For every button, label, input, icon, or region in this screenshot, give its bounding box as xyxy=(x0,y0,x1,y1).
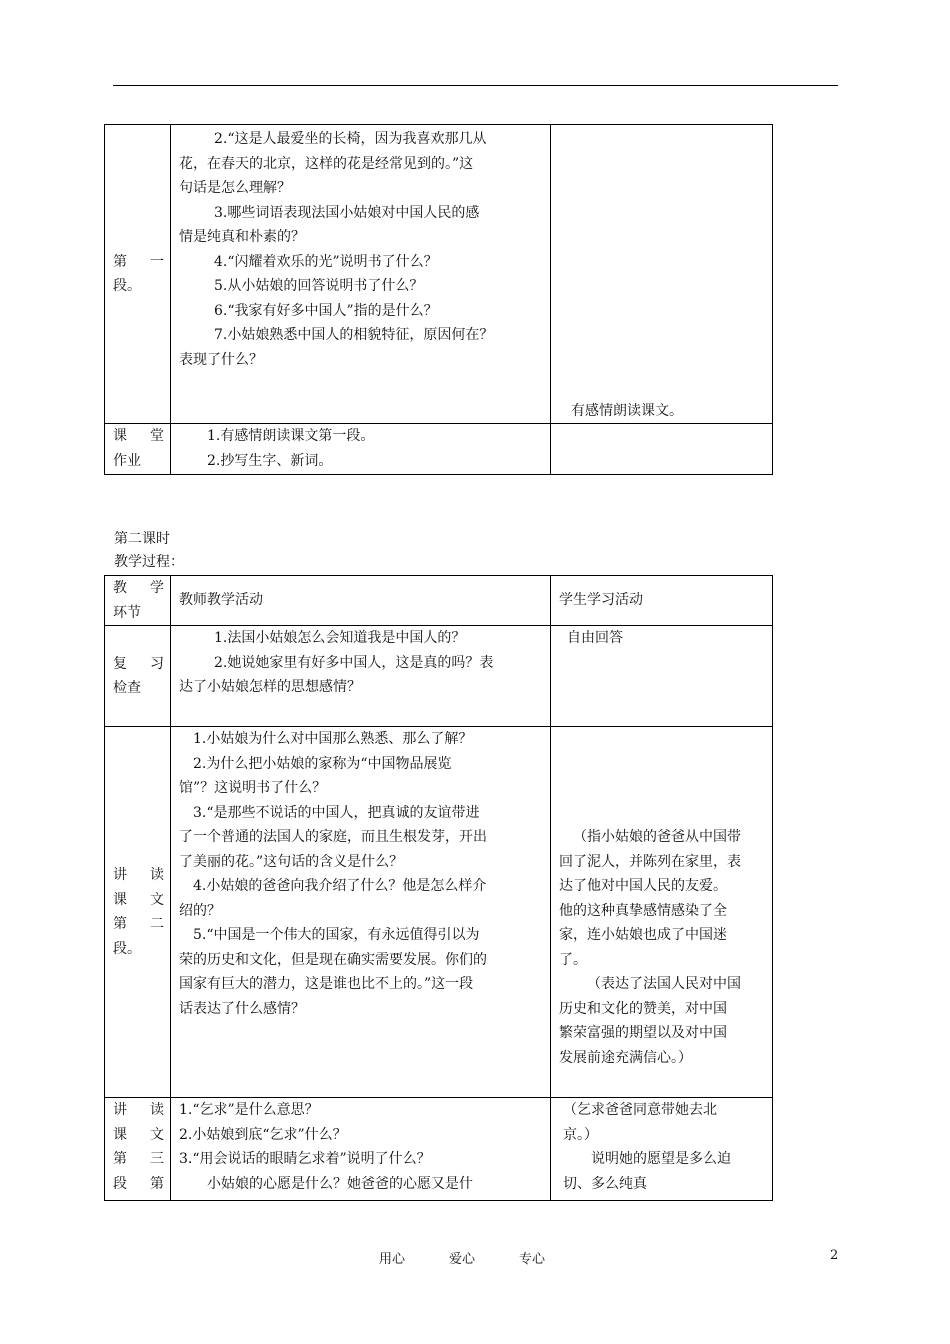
question-line: 5.“中国是一个伟大的国家，有永远值得引以为 xyxy=(193,927,480,943)
stage-header-line: 环节 xyxy=(113,604,141,621)
table-row xyxy=(105,125,773,424)
answer-line: 说明她的愿望是多么迫 xyxy=(591,1151,731,1167)
homework-line: 1.有感情朗读课文第一段。 xyxy=(207,428,375,444)
table-header-row xyxy=(105,576,773,626)
answer-line: 回了泥人，并陈列在家里，表 xyxy=(559,853,741,870)
answer-line: （表达了法国人民对中国 xyxy=(587,976,741,992)
question-line: 4.小姑娘的爸爸向我介绍了什么？他是怎么样介 xyxy=(193,878,487,894)
page-number: 2 xyxy=(830,1248,839,1263)
stage-label-line: 段。 xyxy=(113,278,141,294)
lesson-table-2 xyxy=(104,575,773,1201)
teacher-header-cell xyxy=(171,576,551,626)
teacher-header-text: 教师教学活动 xyxy=(179,592,263,609)
question-line: 3.“是那些不说话的中国人，把真诚的友谊带进 xyxy=(193,804,480,821)
stage-label-line: 段。 xyxy=(113,940,141,957)
answer-line: 历史和文化的赞美，对中国 xyxy=(559,1000,727,1017)
student-activity-text: 有感情朗读课文。 xyxy=(571,402,683,419)
section-subtitle: 教学过程： xyxy=(114,554,184,570)
question-line: 馆”？这说明书了什么？ xyxy=(179,780,327,796)
table-row xyxy=(105,626,773,727)
teacher-activity-cell xyxy=(171,1098,551,1201)
question-line: 2.“这是人最爱坐的长椅，因为我喜欢那几从 xyxy=(214,131,487,147)
question-line: 达了小姑娘怎样的思想感情？ xyxy=(179,679,361,695)
stage-label-line: 第 二 xyxy=(113,916,164,932)
answer-line: 繁荣富强的期望以及对中国 xyxy=(559,1025,727,1041)
question-line: 2.小姑娘到底“乞求”什么？ xyxy=(179,1126,347,1143)
student-activity-cell xyxy=(551,1098,773,1201)
table-row xyxy=(105,1098,773,1201)
answer-line: 京。） xyxy=(563,1126,598,1143)
footer-slogan-word: 爱心 xyxy=(449,1252,476,1267)
stage-cell xyxy=(105,125,171,424)
student-header-text: 学生学习活动 xyxy=(559,592,643,609)
footer-slogan xyxy=(379,1248,589,1267)
lesson-table-1 xyxy=(104,124,773,475)
question-line: 4.“闪耀着欢乐的光”说明书了什么？ xyxy=(214,253,438,270)
teacher-activity-cell xyxy=(171,424,551,475)
stage-label-line: 第 三 xyxy=(113,1151,164,1167)
table-row xyxy=(105,727,773,1098)
question-line: 5.从小姑娘的回答说明书了什么？ xyxy=(214,278,424,294)
question-line: 2.为什么把小姑娘的家称为“中国物品展览 xyxy=(193,755,452,772)
teacher-activity-cell xyxy=(171,727,551,1098)
stage-label-line: 第 一 xyxy=(113,253,164,270)
question-line: 绍的？ xyxy=(179,902,221,919)
stage-label-line: 讲 读 xyxy=(113,1102,164,1118)
stage-label-line: 复 习 xyxy=(113,655,164,672)
stage-cell xyxy=(105,727,171,1098)
question-line: 1.法国小姑娘怎么会知道我是中国人的？ xyxy=(214,630,466,646)
header-rule xyxy=(113,85,838,86)
student-header-cell xyxy=(551,576,773,626)
question-line: 表现了什么？ xyxy=(179,351,263,368)
stage-label-line: 作业 xyxy=(113,452,141,469)
stage-label-line: 课 文 xyxy=(113,891,164,908)
question-line: 1.“乞求”是什么意思？ xyxy=(179,1102,319,1118)
question-line: 3.“用会说话的眼睛乞求着”说明了什么？ xyxy=(179,1151,431,1167)
table-row xyxy=(105,424,773,475)
question-line: 花，在春天的北京，这样的花是经常见到的。”这 xyxy=(179,155,474,172)
question-line: 荣的历史和文化，但是现在确实需要发展。你们的 xyxy=(179,951,487,968)
question-line: 国家有巨大的潜力，这是谁也比不上的。”这一段 xyxy=(179,976,474,992)
answer-line: 发展前途充满信心。） xyxy=(559,1049,692,1066)
teacher-activity-cell xyxy=(171,125,551,424)
question-line: 了一个普通的法国人的家庭，而且生根发芽，开出 xyxy=(179,829,487,845)
stage-header-line: 教 学 xyxy=(113,580,164,596)
question-line: 2.她说她家里有好多中国人，这是真的吗？表 xyxy=(214,654,494,671)
answer-line: 了。 xyxy=(559,951,587,968)
stage-header-cell xyxy=(105,576,171,626)
section-title: 第二课时 xyxy=(114,531,170,547)
answer-line: 切、多么纯真 xyxy=(563,1175,647,1192)
student-activity-cell xyxy=(551,626,773,727)
stage-label-line: 课 文 xyxy=(113,1126,164,1143)
stage-cell xyxy=(105,424,171,475)
student-activity-cell xyxy=(551,125,773,424)
answer-line: 达了他对中国人民的友爱。 xyxy=(559,878,727,894)
student-activity-cell xyxy=(551,424,773,475)
answer-line: （乞求爸爸同意带她去北 xyxy=(563,1102,717,1118)
footer-slogan-word: 专心 xyxy=(519,1252,546,1267)
question-line: 小姑娘的心愿是什么？她爸爸的心愿又是什 xyxy=(207,1175,473,1192)
answer-line: 家，连小姑娘也成了中国迷 xyxy=(559,927,727,943)
stage-cell xyxy=(105,626,171,727)
answer-line: （指小姑娘的爸爸从中国带 xyxy=(573,829,741,845)
question-line: 句话是怎么理解？ xyxy=(179,180,291,196)
question-line: 情是纯真和朴素的？ xyxy=(179,229,305,245)
homework-line: 2.抄写生字、新词。 xyxy=(207,452,333,469)
stage-label-line: 检查 xyxy=(113,680,141,696)
question-line: 6.“我家有好多中国人”指的是什么？ xyxy=(214,302,438,319)
footer-slogan-word: 用心 xyxy=(379,1252,406,1267)
teacher-activity-cell xyxy=(171,626,551,727)
answer-line: 他的这种真挚感情感染了全 xyxy=(559,902,727,919)
stage-cell xyxy=(105,1098,171,1201)
question-line: 话表达了什么感情？ xyxy=(179,1000,305,1017)
question-line: 了美丽的花。”这句话的含义是什么？ xyxy=(179,853,404,870)
student-activity-text: 自由回答 xyxy=(567,630,623,646)
stage-label-line: 课 堂 xyxy=(113,428,164,444)
stage-label-line: 段 第 xyxy=(113,1175,164,1192)
question-line: 7.小姑娘熟悉中国人的相貌特征，原因何在？ xyxy=(214,327,494,343)
student-activity-cell xyxy=(551,727,773,1098)
question-line: 1.小姑娘为什么对中国那么熟悉、那么了解？ xyxy=(193,731,473,747)
stage-label-line: 讲 读 xyxy=(113,867,164,883)
question-line: 3.哪些词语表现法国小姑娘对中国人民的感 xyxy=(214,204,480,221)
